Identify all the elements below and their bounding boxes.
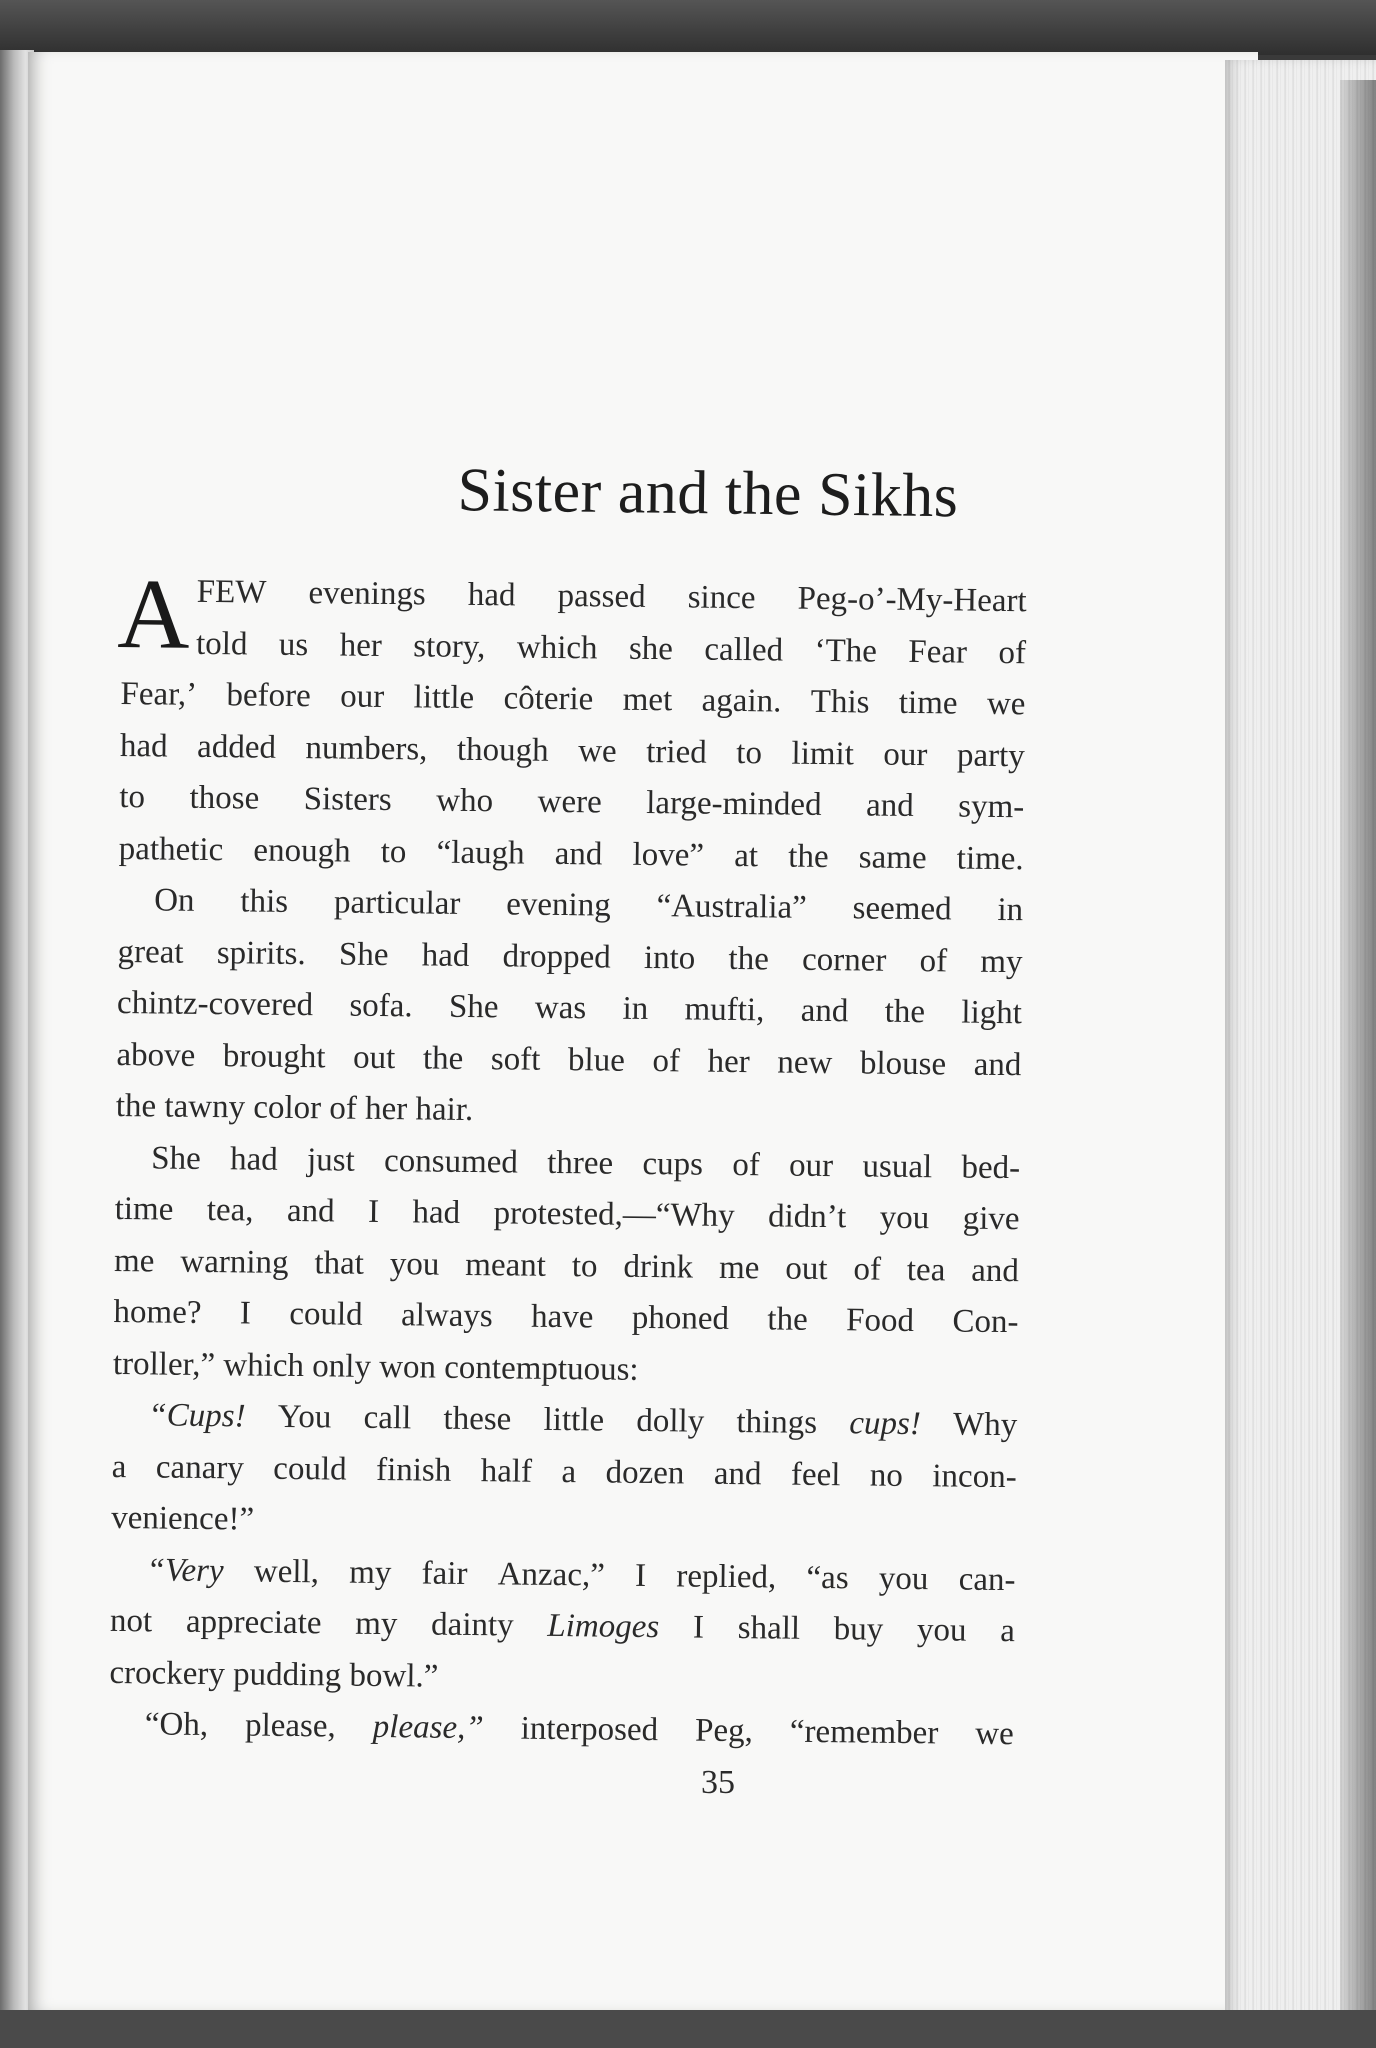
page-stack-shadow bbox=[1340, 80, 1376, 2020]
word: corner bbox=[801, 941, 887, 979]
word: had bbox=[467, 576, 516, 614]
word: evening bbox=[506, 886, 611, 924]
word: my bbox=[980, 943, 1023, 980]
word: drink bbox=[623, 1248, 694, 1286]
word: in bbox=[997, 891, 1024, 929]
word: our bbox=[883, 736, 928, 773]
word: things bbox=[736, 1404, 818, 1441]
word: these bbox=[443, 1400, 512, 1438]
word: numbers, bbox=[305, 729, 428, 767]
word: tea bbox=[906, 1251, 946, 1288]
word: côterie bbox=[503, 680, 594, 718]
text-line bbox=[196, 567, 1027, 628]
word: pathetic bbox=[118, 830, 224, 868]
scanner-bed-top bbox=[0, 0, 1376, 55]
word: canary bbox=[155, 1448, 245, 1486]
word: Sisters bbox=[303, 781, 392, 819]
word: brought bbox=[222, 1037, 326, 1075]
word: that bbox=[314, 1244, 365, 1282]
drop-cap: A bbox=[116, 557, 191, 670]
word: time bbox=[898, 684, 958, 722]
word: new bbox=[777, 1043, 833, 1081]
word: Why bbox=[952, 1406, 1018, 1444]
word: could bbox=[273, 1450, 347, 1488]
word: was bbox=[534, 989, 587, 1027]
word: She bbox=[151, 1139, 201, 1177]
word: Fear,’ bbox=[120, 675, 198, 713]
word: Peg-o’-My-Heart bbox=[797, 580, 1027, 620]
word: tea, bbox=[206, 1192, 254, 1229]
word: and bbox=[800, 992, 849, 1030]
word: please,” bbox=[372, 1708, 484, 1747]
word: passed bbox=[557, 577, 646, 615]
word: same bbox=[858, 838, 927, 876]
word: at bbox=[734, 837, 759, 874]
word: and bbox=[286, 1192, 335, 1230]
word: incon- bbox=[932, 1457, 1017, 1495]
word: had bbox=[412, 1194, 461, 1231]
word: had bbox=[119, 727, 168, 765]
word: this bbox=[240, 883, 289, 920]
word: little bbox=[413, 679, 475, 717]
word: light bbox=[961, 994, 1023, 1032]
word: blue bbox=[567, 1041, 626, 1079]
word: time. bbox=[956, 839, 1024, 877]
word: and bbox=[865, 787, 914, 824]
word: Peg, bbox=[694, 1712, 754, 1750]
word: “remember bbox=[789, 1713, 939, 1752]
word: the bbox=[767, 1301, 808, 1338]
word: blouse bbox=[859, 1044, 947, 1082]
word: On bbox=[154, 882, 195, 919]
word: dainty bbox=[430, 1606, 514, 1644]
word: chintz-covered bbox=[116, 984, 314, 1024]
word: told bbox=[195, 625, 248, 662]
word: and bbox=[554, 835, 603, 872]
text-line: crockery pudding bowl.” bbox=[109, 1654, 439, 1695]
word: had bbox=[229, 1140, 278, 1178]
word: You bbox=[277, 1398, 332, 1436]
word: could bbox=[289, 1295, 363, 1333]
word: home? bbox=[113, 1293, 202, 1331]
chapter-title: Sister and the Sikhs bbox=[457, 456, 959, 531]
word: out bbox=[352, 1039, 396, 1076]
word: before bbox=[226, 677, 312, 715]
word: of bbox=[652, 1042, 681, 1079]
word: not bbox=[109, 1602, 153, 1640]
word: replied, bbox=[676, 1557, 777, 1595]
word: phoned bbox=[631, 1299, 730, 1337]
word: warning bbox=[180, 1243, 289, 1281]
word: She bbox=[448, 988, 499, 1026]
word: you bbox=[878, 1560, 929, 1597]
word: tried bbox=[646, 733, 707, 771]
word: and bbox=[713, 1455, 762, 1492]
word: I bbox=[367, 1193, 380, 1230]
word: “as bbox=[806, 1559, 849, 1596]
word: added bbox=[196, 728, 277, 766]
word: she bbox=[628, 630, 674, 667]
word: fair bbox=[421, 1554, 468, 1592]
text-line: the tawny color of her hair. bbox=[115, 1087, 474, 1129]
word: to bbox=[571, 1247, 598, 1284]
word: a bbox=[561, 1453, 577, 1490]
word: party bbox=[956, 736, 1026, 774]
word: Food bbox=[845, 1302, 915, 1340]
word: the bbox=[728, 940, 770, 977]
word: “Very bbox=[146, 1551, 224, 1589]
word: and bbox=[971, 1252, 1020, 1289]
word: “Cups! bbox=[148, 1397, 246, 1435]
word: bed- bbox=[961, 1149, 1021, 1186]
word: protested,—“Why bbox=[493, 1195, 735, 1234]
word: since bbox=[687, 579, 756, 617]
body-text bbox=[109, 557, 1027, 1761]
word: can- bbox=[958, 1561, 1016, 1598]
word: called bbox=[704, 631, 784, 669]
word: we bbox=[975, 1715, 1014, 1753]
word: dropped bbox=[502, 937, 611, 976]
word: half bbox=[480, 1452, 533, 1490]
word: particular bbox=[333, 884, 461, 922]
word: call bbox=[363, 1399, 412, 1437]
word: who bbox=[436, 782, 494, 820]
word: I bbox=[634, 1557, 647, 1594]
word: her bbox=[339, 626, 383, 664]
word: which bbox=[516, 628, 598, 666]
text-line bbox=[196, 618, 1027, 679]
word: Fear bbox=[908, 633, 968, 671]
word: finish bbox=[375, 1451, 452, 1489]
word: enough bbox=[253, 832, 351, 870]
word: met bbox=[622, 681, 673, 719]
text-line: troller,” which only won contemptuous: bbox=[112, 1345, 639, 1388]
word: my bbox=[355, 1605, 398, 1643]
word: three bbox=[547, 1144, 614, 1182]
word: large-minded bbox=[646, 784, 822, 823]
word: to bbox=[119, 778, 146, 816]
word: meant bbox=[465, 1246, 547, 1284]
word: love” bbox=[632, 836, 705, 874]
word: spirits. bbox=[216, 934, 306, 972]
word: give bbox=[962, 1200, 1020, 1238]
word: dozen bbox=[605, 1454, 685, 1491]
word: I bbox=[692, 1609, 705, 1646]
word: and bbox=[973, 1046, 1022, 1083]
word: our bbox=[340, 678, 385, 715]
word: you bbox=[879, 1199, 930, 1237]
word: dolly bbox=[636, 1402, 705, 1440]
word: sym- bbox=[958, 788, 1025, 826]
word: evenings bbox=[308, 575, 426, 613]
word: mufti, bbox=[684, 991, 765, 1029]
word: the bbox=[884, 993, 926, 1031]
word: “Australia” bbox=[656, 888, 808, 926]
word: usual bbox=[862, 1147, 933, 1185]
word: Limoges bbox=[547, 1607, 660, 1646]
word: were bbox=[537, 783, 602, 821]
word: well, bbox=[253, 1553, 320, 1590]
word: we bbox=[986, 685, 1026, 723]
word: us bbox=[278, 626, 309, 663]
word: consumed bbox=[383, 1142, 519, 1181]
word: didn’t bbox=[767, 1198, 847, 1236]
word: in bbox=[622, 990, 649, 1027]
word: a bbox=[111, 1448, 127, 1485]
word: I bbox=[239, 1295, 252, 1332]
word: you bbox=[389, 1245, 440, 1283]
word: the bbox=[422, 1039, 464, 1077]
word: we bbox=[578, 732, 617, 770]
word: me bbox=[718, 1249, 760, 1286]
word: buy bbox=[833, 1611, 884, 1648]
word: This bbox=[810, 683, 870, 721]
word: of bbox=[998, 634, 1027, 671]
word: just bbox=[306, 1141, 355, 1179]
word: again. bbox=[701, 682, 782, 720]
word: to bbox=[736, 734, 763, 771]
word: “laugh bbox=[436, 834, 525, 872]
word: her bbox=[707, 1043, 750, 1080]
word: cups bbox=[642, 1145, 704, 1183]
word: into bbox=[643, 939, 696, 977]
word: of bbox=[919, 942, 948, 979]
word: FEW bbox=[196, 573, 267, 611]
scanner-bed-bottom bbox=[0, 2010, 1376, 2048]
word: feel bbox=[790, 1456, 841, 1493]
word: above bbox=[116, 1036, 196, 1074]
word: always bbox=[400, 1297, 493, 1335]
word: have bbox=[530, 1298, 594, 1336]
word: you bbox=[916, 1612, 967, 1649]
word: time bbox=[114, 1190, 174, 1228]
word: interposed bbox=[520, 1710, 659, 1749]
word: the bbox=[788, 838, 829, 875]
text-line bbox=[109, 1699, 1015, 1761]
word: of bbox=[732, 1146, 761, 1183]
word: please, bbox=[244, 1707, 336, 1745]
word: story, bbox=[413, 627, 486, 665]
word: great bbox=[117, 933, 184, 971]
word: limit bbox=[791, 735, 855, 772]
word: cups! bbox=[849, 1405, 922, 1443]
text-line: venience!” bbox=[110, 1499, 255, 1538]
word: me bbox=[113, 1242, 155, 1279]
word: our bbox=[788, 1147, 834, 1184]
word: appreciate bbox=[185, 1603, 322, 1642]
word: Con- bbox=[952, 1303, 1019, 1341]
word: out bbox=[785, 1250, 828, 1287]
word: had bbox=[421, 936, 470, 974]
word: soft bbox=[490, 1040, 541, 1078]
word: no bbox=[869, 1457, 904, 1494]
word: sofa. bbox=[349, 987, 413, 1025]
word: a bbox=[1000, 1613, 1016, 1650]
word: little bbox=[543, 1401, 605, 1439]
word: She bbox=[338, 935, 389, 973]
word: to bbox=[380, 833, 407, 870]
word: ‘The bbox=[814, 632, 878, 670]
page-number: 35 bbox=[701, 1764, 735, 1801]
word: those bbox=[189, 779, 260, 817]
word: though bbox=[456, 731, 549, 769]
word: seemed bbox=[852, 890, 952, 928]
word: my bbox=[349, 1554, 392, 1591]
word: “Oh, bbox=[144, 1706, 209, 1744]
word: Anzac,” bbox=[497, 1555, 606, 1594]
word: of bbox=[853, 1250, 882, 1288]
word: shall bbox=[737, 1610, 801, 1647]
